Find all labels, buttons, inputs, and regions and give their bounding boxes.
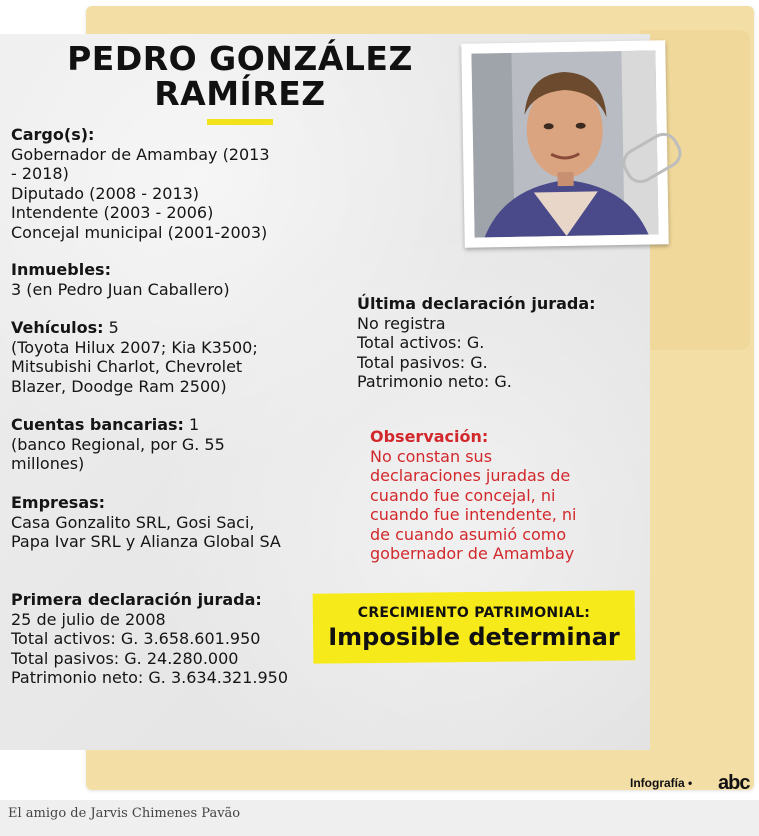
cuentas-label: Cuentas bancarias: <box>11 415 184 434</box>
abc-logo: abc <box>718 772 750 794</box>
vehiculos-label: Vehículos: <box>11 318 104 337</box>
observacion-line: de cuando asumió como <box>370 524 567 544</box>
ultima-line: Total pasivos: G. <box>357 352 488 372</box>
cargo-item: Gobernador de Amambay (2013 <box>11 144 270 164</box>
vehiculos-line: Blazer, Doodge Ram 2500) <box>11 376 227 396</box>
vehiculos-line: (Toyota Hilux 2007; Kia K3500; <box>11 337 258 357</box>
portrait-illustration-icon <box>471 50 658 237</box>
crecimiento-label: CRECIMIENTO PATRIMONIAL: <box>357 605 591 621</box>
cuentas-section <box>11 415 225 474</box>
cargo-item: - 2018) <box>11 164 69 183</box>
name-title-line2: RAMÍREZ <box>154 74 326 113</box>
primera-line: Total pasivos: G. 24.280.000 <box>11 648 239 668</box>
cuentas-count: 1 <box>183 415 200 434</box>
infografia-credit: Infografía • <box>630 776 693 790</box>
primera-line: Total activos: G. 3.658.601.950 <box>11 629 261 648</box>
observacion-line: No constan sus <box>370 446 493 466</box>
ultima-label: Última declaración jurada: <box>357 294 596 313</box>
primera-label: Primera declaración jurada: <box>11 590 262 609</box>
observacion-line: gobernador de Amambay <box>370 544 575 563</box>
cargo-item: Diputado (2008 - 2013) <box>11 183 200 203</box>
observacion-label: Observación: <box>370 427 489 446</box>
vehiculos-line: Mitsubishi Charlot, Chevrolet <box>11 357 243 376</box>
empresas-line: Casa Gonzalito SRL, Gosi Saci, <box>11 512 255 532</box>
inmuebles-label: Inmuebles: <box>11 260 111 279</box>
vehiculos-count: 5 <box>103 318 119 337</box>
primera-line: Patrimonio neto: G. 3.634.321.950 <box>11 668 289 687</box>
empresas-label: Empresas: <box>11 493 106 512</box>
ultima-declaracion-section <box>357 294 596 392</box>
empresas-section <box>11 493 281 552</box>
primera-line: 25 de julio de 2008 <box>11 609 166 629</box>
cargo-item: Intendente (2003 - 2006) <box>11 203 214 222</box>
crecimiento-value: Imposible determinar <box>328 623 620 651</box>
observacion-line: cuando fue intendente, ni <box>370 505 577 524</box>
cuentas-line: millones) <box>11 454 85 473</box>
observacion-line: declaraciones juradas de <box>370 466 571 485</box>
empresas-line: Papa Ivar SRL y Alianza Global SA <box>11 532 281 551</box>
inmuebles-value: 3 (en Pedro Juan Caballero) <box>11 279 230 299</box>
portrait-photo <box>471 50 658 237</box>
observacion-line: cuando fue concejal, ni <box>370 485 556 505</box>
cargos-section <box>11 125 270 242</box>
cuentas-line: (banco Regional, por G. 55 <box>11 434 225 454</box>
image-caption: El amigo de Jarvis Chimenes Pavão <box>8 806 241 821</box>
primera-declaracion-section <box>11 590 288 688</box>
inmuebles-section <box>11 260 230 299</box>
ultima-line: Patrimonio neto: G. <box>357 372 512 391</box>
ultima-line: No registra <box>357 313 446 333</box>
ultima-line: Total activos: G. <box>357 333 485 352</box>
cargos-label: Cargo(s): <box>11 125 95 144</box>
name-title-line1: PEDRO GONZÁLEZ <box>67 39 413 78</box>
vehiculos-section <box>11 318 258 396</box>
cargo-item: Concejal municipal (2001-2003) <box>11 222 268 242</box>
observacion-section <box>370 427 576 564</box>
